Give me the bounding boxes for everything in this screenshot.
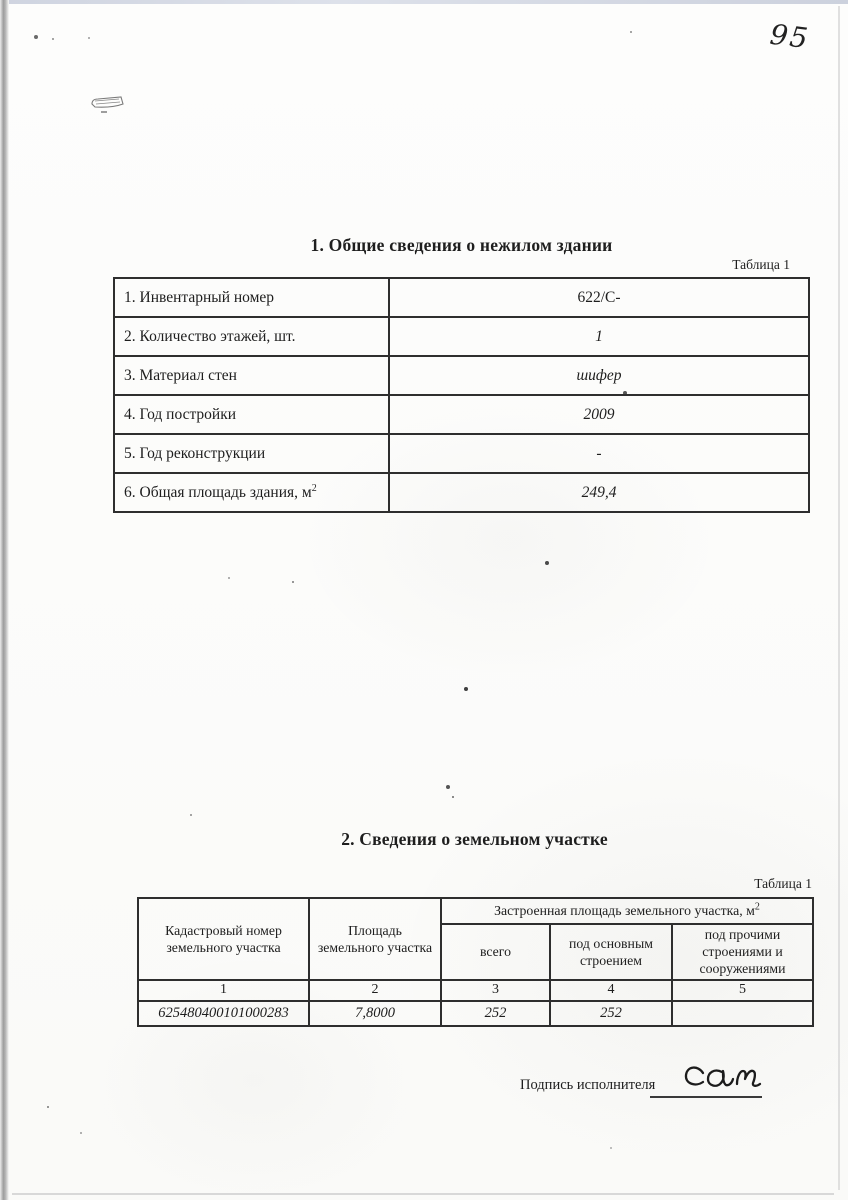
header-plot-area: Площадь земельного участка	[309, 898, 441, 980]
table-row	[114, 356, 809, 395]
header-built-up-group	[441, 898, 813, 924]
section1-title: 1. Общие сведения о нежилом здании	[310, 235, 613, 255]
row-value: 1	[389, 317, 809, 356]
handwritten-signature	[681, 1059, 769, 1099]
column-number: 3	[441, 980, 550, 1001]
handwritten-page-number: 95	[768, 17, 812, 56]
table-row	[114, 395, 809, 434]
table-row	[114, 473, 809, 512]
section2-title: 2. Сведения о земельном участке	[341, 829, 608, 849]
plot-area-value: 7,8000	[309, 1001, 441, 1026]
cadastral-number-value: 625480400101000283	[138, 1001, 309, 1026]
row-value: -	[389, 434, 809, 473]
scan-speckles	[0, 0, 2, 2]
header-under-other-buildings: под прочими строениями и сооружениями	[672, 924, 813, 980]
under-main-building-value: 252	[550, 1001, 672, 1026]
section1-table-label: Таблица 1	[732, 257, 790, 272]
row-label-superscript: 2	[311, 482, 317, 494]
column-number: 5	[672, 980, 813, 1001]
table-row	[114, 317, 809, 356]
total-value: 252	[441, 1001, 550, 1026]
column-number: 2	[309, 980, 441, 1001]
header-cadastral-number: Кадастровый номер земельного участка	[138, 898, 309, 980]
row-label: 5. Год реконструкции	[114, 434, 389, 473]
row-label: 4. Год постройки	[114, 395, 389, 434]
row-value: 622/С-	[389, 278, 809, 317]
header-under-main-building: под основным строением	[550, 924, 672, 980]
header-built-up-superscript: 2	[754, 901, 760, 913]
row-label	[114, 473, 389, 512]
under-other-buildings-value	[672, 1001, 813, 1026]
data-row	[138, 1001, 813, 1026]
column-number: 1	[138, 980, 309, 1001]
column-number: 4	[550, 980, 672, 1001]
scan-edge-right	[838, 6, 840, 1190]
row-label: 1. Инвентарный номер	[114, 278, 389, 317]
scan-edge-left	[0, 0, 9, 1200]
row-value: 249,4	[389, 473, 809, 512]
header-row-group	[138, 898, 813, 924]
column-number-row	[138, 980, 813, 1001]
land-plot-table	[137, 897, 814, 1027]
stamp-scribble-icon	[90, 95, 130, 117]
row-value: шифер	[389, 356, 809, 395]
row-label-text: 6. Общая площадь здания, м	[124, 483, 312, 501]
header-built-up-group-text: Застроенная площадь земельного участка, м	[494, 903, 755, 919]
row-label: 3. Материал стен	[114, 356, 389, 395]
table-row	[114, 278, 809, 317]
scan-edge-bottom	[12, 1193, 834, 1195]
section2-table-label: Таблица 1	[754, 876, 812, 891]
scan-edge-top	[0, 0, 848, 4]
table-row	[114, 434, 809, 473]
signature-label: Подпись исполнителя	[520, 1077, 656, 1093]
header-total: всего	[441, 924, 550, 980]
building-info-table	[113, 277, 810, 513]
row-label: 2. Количество этажей, шт.	[114, 317, 389, 356]
row-value: 2009	[389, 395, 809, 434]
